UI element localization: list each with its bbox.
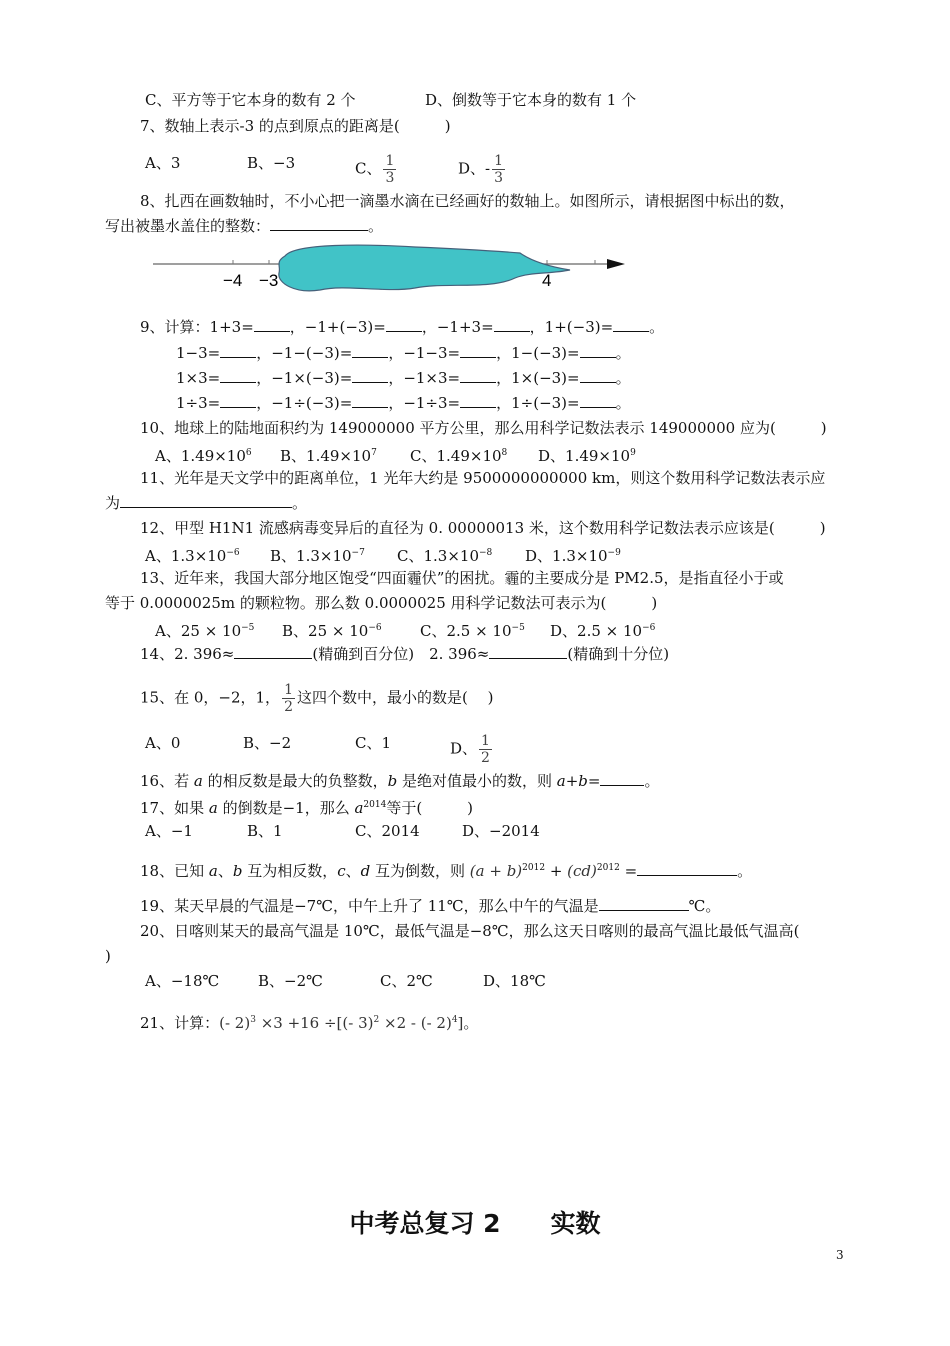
q15-option-a: A、0 <box>145 734 181 752</box>
ink-blot <box>279 245 570 291</box>
q17-option-b: B、1 <box>247 822 283 840</box>
q20-option-b: B、−2℃ <box>258 972 323 990</box>
q14-blank-2 <box>489 644 567 659</box>
q13-option-c: C、$2.5 \times 10^{-5}$ <box>420 622 525 640</box>
q9-row-2: 1−3= ，−1−(−3)= ，−1−3= ，1−(−3)= 。 <box>176 344 631 362</box>
q20-line1: 20、日喀则某天的最高气温是 10℃，最低气温是−8℃，那么这天日喀则的最高气温比最低气温高( <box>140 922 800 940</box>
q18-answer-blank <box>637 861 737 876</box>
q20-option-a: A、−18℃ <box>145 972 220 990</box>
q9-row-1: 9、计算：1+3= ，−1+(−3)= ，−1+3= ，1+(−3)= 。 <box>140 318 665 336</box>
q13-option-d: D、$2.5 \times 10^{-6}$ <box>550 622 656 640</box>
q20-option-d: D、18℃ <box>483 972 546 990</box>
q15-stem: 15、在 0，−2，1， $\frac{1}{2}$ 这四个数中，最小的数是( ) <box>140 682 494 715</box>
q8-line1: 8、扎西在画数轴时，不小心把一滴墨水滴在已经画好的数轴上。如图所示，请根据图中标出的数， <box>140 192 795 210</box>
q16-answer-blank <box>600 771 644 786</box>
q10-option-d: D、$1.49\times 10^9$ <box>538 447 636 465</box>
q21-line: 21、计算：(- 2)$^3$ ×3 +16 ÷[(- 3)$^2$ ×2 - (- 2)$^4$]。 <box>140 1014 479 1032</box>
label-minus-3: −3 <box>259 271 279 290</box>
q7-option-c <box>355 153 398 186</box>
q15-option-b: B、−2 <box>243 734 292 752</box>
q9-row-4: 1÷3= ，−1÷(−3)= ，−1÷3= ，1÷(−3)= 。 <box>176 394 631 412</box>
q11-line2: 为 。 <box>105 494 308 512</box>
number-line-figure <box>145 238 635 298</box>
page-number: 3 <box>836 1248 844 1262</box>
q18-expr-cd: (cd) <box>567 862 597 880</box>
q7-fraction-d: $\frac{1}{3}$ <box>494 153 504 186</box>
q7-option-c-label: C、 <box>355 159 382 178</box>
q12-option-c: C、$1.3\times 10^{-8}$ <box>397 547 493 565</box>
q18-line: 18、已知 a、b 互为相反数，c、d 互为倒数，则 $(a + b)^{2012} + (cd)^{2012}$ = 。 <box>140 862 753 880</box>
q8-line2: 写出被墨水盖住的整数： 。 <box>105 217 384 235</box>
q9-row-3: 1×3= ，−1×(−3)= ，−1×3= ，1×(−3)= 。 <box>176 369 631 387</box>
q19-line: 19、某天早晨的气温是−7℃，中午上升了 11℃，那么中午的气温是 ℃。 <box>140 897 721 915</box>
q21-expression: (- 2)$^3$ ×3 +16 ÷[(- 3)$^2$ ×2 - (- 2)$^4$] <box>219 1014 464 1032</box>
q10-option-a: A、$1.49\times 10^6$ <box>155 447 252 465</box>
q7-fraction-c: $\frac{1}{3}$ <box>385 153 395 186</box>
q12-option-a: A、$1.3\times 10^{-6}$ <box>145 547 240 565</box>
q7-stem: 7、数轴上表示-3 的点到原点的距离是( ) <box>140 117 451 135</box>
number-line-arrow <box>607 259 625 269</box>
q14-blank-1 <box>234 644 312 659</box>
q15-option-c: C、1 <box>355 734 392 752</box>
q13-option-a: A、$25 \times 10^{-5}$ <box>155 622 255 640</box>
section-title: 中考总复习 2 实数 <box>349 1209 601 1238</box>
q6-option-d: D、倒数等于它本身的数有 1 个 <box>425 91 637 109</box>
q14-line: 14、2. 396≈ (精确到百分位) 2. 396≈ (精确到十分位) <box>140 645 670 663</box>
q18-expr-ab: (a + b) <box>469 862 523 880</box>
q10-option-c: C、$1.49\times 10^8$ <box>410 447 508 465</box>
q8-answer-blank <box>270 216 368 231</box>
q20-line2: ) <box>105 947 111 965</box>
q7-option-a: A、3 <box>145 154 181 172</box>
label-4: 4 <box>542 271 552 290</box>
q13-line2: 等于 0.0000025m 的颗粒物。那么数 0.0000025 用科学记数法可表示为( ) <box>105 594 658 612</box>
q13-line1: 13、近年来，我国大部分地区饱受“四面霾伏”的困扰。霾的主要成分是 PM2.5，是指直径小于或 <box>140 569 784 587</box>
q11-line1: 11、光年是天文学中的距离单位，1 光年大约是 9500000000000 km，则这个数用科学记数法表示应 <box>140 469 826 487</box>
q7-option-d-label: D、- <box>458 159 491 178</box>
q20-option-c: C、2℃ <box>380 972 433 990</box>
q10-option-b: B、$1.49\times 10^7$ <box>280 447 377 465</box>
q17-stem: 17、如果 a 的倒数是−1，那么 $a^{2014}$等于( ) <box>140 799 474 817</box>
q17-option-a: A、−1 <box>145 822 193 840</box>
q17-option-d: D、−2014 <box>462 822 540 840</box>
q13-option-b: B、$25 \times 10^{-6}$ <box>282 622 382 640</box>
q15-fraction-d: $\frac{1}{2}$ <box>481 733 490 766</box>
q17-option-c: C、2014 <box>355 822 420 840</box>
q12-stem: 12、甲型 H1N1 流感病毒变异后的直径为 0. 00000013 米，这个数用科学记数法表示应该是( ) <box>140 519 826 537</box>
q7-option-b: B、−3 <box>247 154 296 172</box>
label-minus-4: −4 <box>223 271 243 290</box>
q6-option-c: C、平方等于它本身的数有 2 个 <box>145 91 356 109</box>
q12-option-d: D、$1.3\times 10^{-9}$ <box>525 547 621 565</box>
q19-answer-blank <box>599 896 689 911</box>
q15-fraction-half: $\frac{1}{2}$ <box>284 682 293 715</box>
q10-stem: 10、地球上的陆地面积约为 149000000 平方公里，那么用科学记数法表示 149000000 应为( ) <box>140 419 827 437</box>
q7-option-d <box>458 153 507 186</box>
q16-line: 16、若 a 的相反数是最大的负整数，b 是绝对值最小的数，则 a+b= 。 <box>140 772 660 790</box>
q15-option-d: D、 $\frac{1}{2}$ <box>450 733 490 766</box>
q12-option-b: B、$1.3\times 10^{-7}$ <box>270 547 365 565</box>
q11-answer-blank <box>120 493 292 508</box>
